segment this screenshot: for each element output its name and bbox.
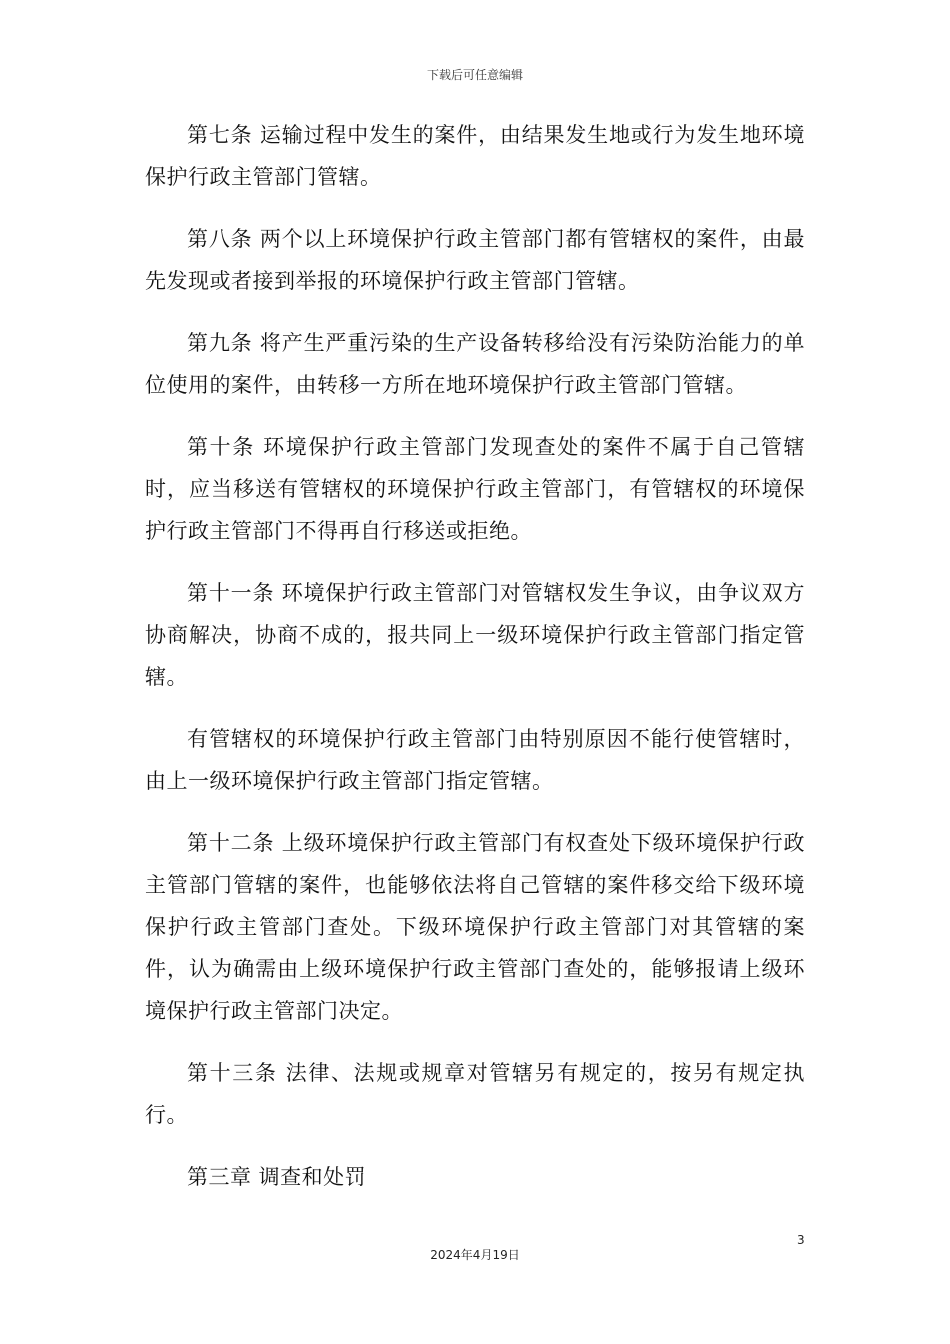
article-8: 第八条 两个以上环境保护行政主管部门都有管辖权的案件，由最先发现或者接到举报的环境保护行政主管部门管辖。 — [145, 227, 805, 293]
document-body — [145, 114, 805, 1218]
article-11-clause-2: 有管辖权的环境保护行政主管部门由特别原因不能行使管辖时，由上一级环境保护行政主管部门指定管辖。 — [145, 727, 805, 793]
article-10: 第十条 环境保护行政主管部门发现查处的案件不属于自己管辖时，应当移送有管辖权的环境保护行政主管部门，有管辖权的环境保护行政主管部门不得再自行移送或拒绝。 — [145, 435, 805, 543]
article-13: 第十三条 法律、法规或规章对管辖另有规定的，按另有规定执行。 — [145, 1061, 805, 1127]
page-header: 下载后可任意编辑 — [426, 68, 523, 82]
page-footer-date: 2024年4月19日 — [430, 1248, 520, 1262]
article-9: 第九条 将产生严重污染的生产设备转移给没有污染防治能力的单位使用的案件，由转移一方所在地环境保护行政主管部门管辖。 — [145, 331, 805, 397]
chapter-3-heading: 第三章 调查和处罚 — [187, 1165, 367, 1189]
page-number: 3 — [797, 1233, 805, 1247]
article-11: 第十一条 环境保护行政主管部门对管辖权发生争议，由争议双方协商解决，协商不成的，报共同上一级环境保护行政主管部门指定管辖。 — [145, 581, 805, 689]
article-12: 第十二条 上级环境保护行政主管部门有权查处下级环境保护行政主管部门管辖的案件，也能够依法将自己管辖的案件移交给下级环境保护行政主管部门查处。下级环境保护行政主管部门对其管辖的案件，认为确需由上级环境保护行政主管部门查处的，能够报请上级环境保护行政主管部门决定。 — [145, 831, 805, 1023]
article-7: 第七条 运输过程中发生的案件，由结果发生地或行为发生地环境保护行政主管部门管辖。 — [145, 123, 805, 189]
